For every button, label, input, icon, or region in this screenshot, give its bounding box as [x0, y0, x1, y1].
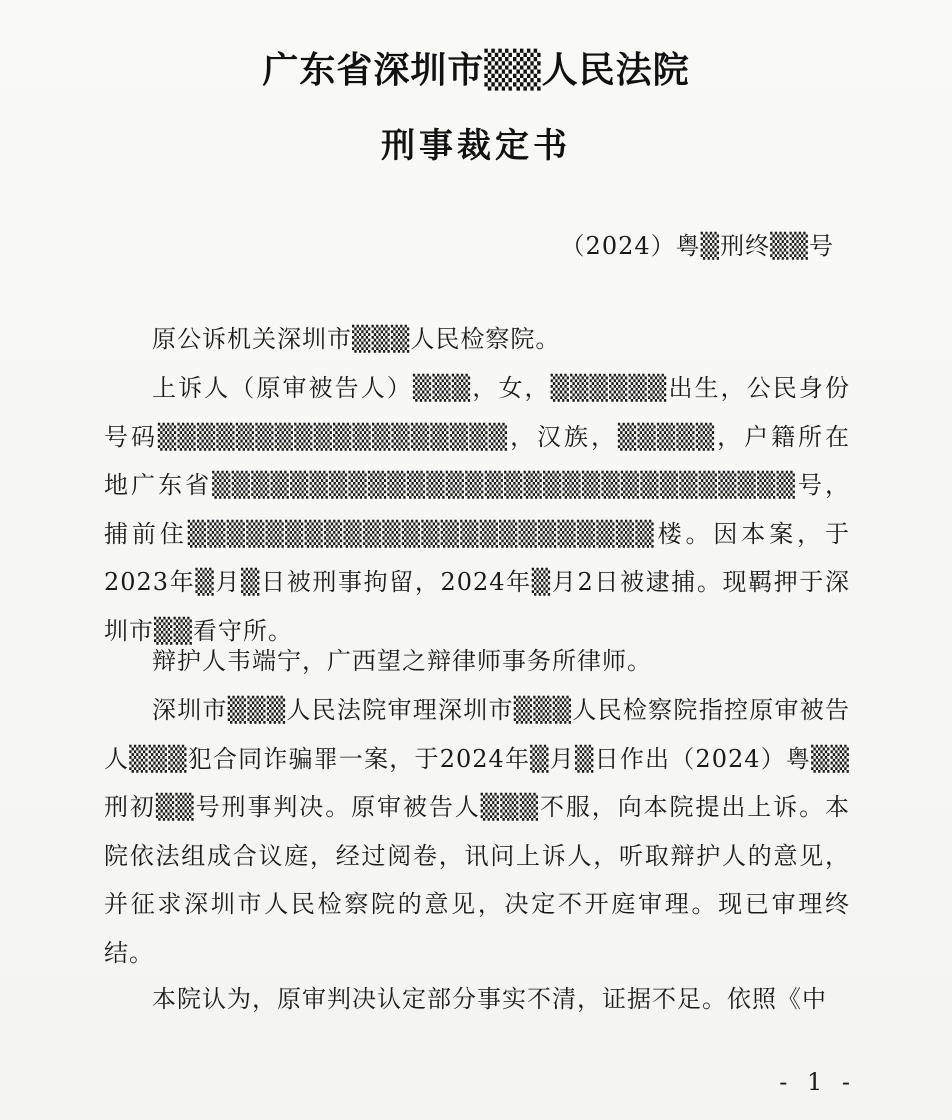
paragraph-defense-counsel	[104, 637, 850, 686]
paragraph-prosecution-organ	[104, 315, 850, 364]
page-number: - 1 -	[779, 1068, 856, 1096]
paragraph-text: 原公诉机关深圳市▒▒▒人民检察院。	[152, 325, 561, 353]
paragraph-text: 辩护人韦端宁，广西望之辩律师事务所律师。	[152, 647, 652, 675]
paragraph-case-history	[104, 686, 850, 977]
case-number: （2024）粤▒刑终▒▒号	[560, 232, 834, 260]
paragraph-text: 上诉人（原审被告人）▒▒▒，女，▒▒▒▒▒▒出生，公民身份号码▒▒▒▒▒▒▒▒▒▒▒▒▒▒▒▒▒▒，汉族，▒▒▒▒▒，户籍所在地广东省▒▒▒▒▒▒▒▒▒▒▒▒▒▒▒▒▒▒▒▒▒▒▒▒▒▒▒▒▒▒号，捕前住▒▒▒▒▒▒▒▒▒▒▒▒▒▒▒▒▒▒▒▒▒▒▒▒楼。因本案，于2023年▒月▒日被刑事拘留，2024年▒月2日被逮捕。现羁押于深圳市▒▒看守所。	[104, 374, 850, 645]
document-type-title: 刑事裁定书	[381, 126, 571, 166]
court-name: 广东省深圳市▒▒人民法院	[262, 50, 690, 91]
paragraph-court-opinion	[104, 975, 850, 1024]
paragraph-text: 深圳市▒▒▒人民法院审理深圳市▒▒▒人民检察院指控原审被告人▒▒▒犯合同诈骗罪一案，于2024年▒月▒日作出（2024）粤▒▒刑初▒▒号刑事判决。原审被告人▒▒▒不服，向本院提出上诉。本院依法组成合议庭，经过阅卷，讯问上诉人，听取辩护人的意见，并征求深圳市人民检察院的意见，决定不开庭审理。现已审理终结。	[104, 696, 850, 967]
paragraph-appellant-info	[104, 364, 850, 655]
paragraph-text: 本院认为，原审判决认定部分事实不清，证据不足。依照《中	[152, 985, 827, 1013]
